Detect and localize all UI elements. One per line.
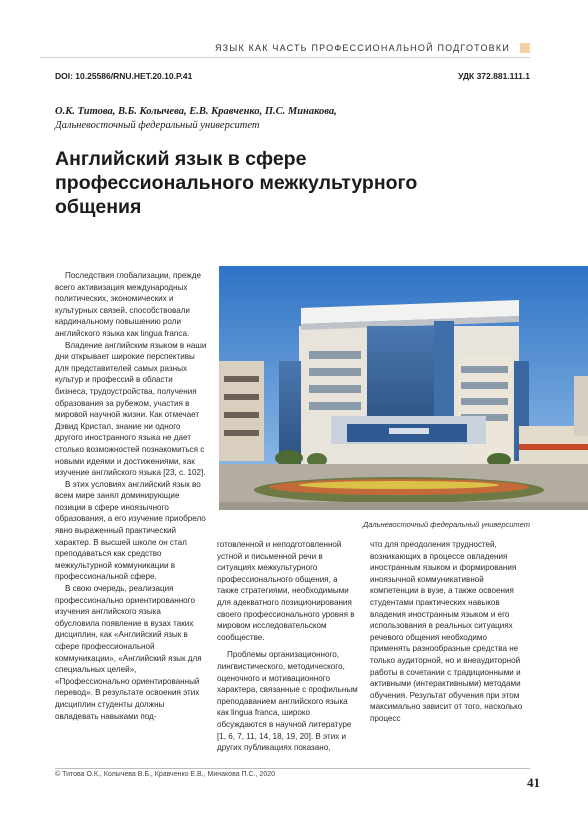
udk-code: УДК 372.881.111.1 — [458, 71, 530, 81]
article-title: Английский язык в сфере профессионального межкультурного общения — [55, 148, 418, 218]
text-column-2 — [217, 539, 361, 754]
text-column-3 — [370, 539, 525, 725]
paragraph: В этих условиях английский язык во всем мире занял доминирующие позиции в сфере иноязычного образования, а его изучение приобрело явно выраженный практический характер. В высшей школе он стал преподаваться как средство межкультурной коммуникации в профессиональной сфере. — [55, 479, 206, 582]
footer-divider — [55, 768, 530, 769]
page-number: 41 — [527, 775, 540, 790]
copyright: © Титова О.К., Колычева В.Б., Кравченко Е.В., Минакова П.С., 2020 — [55, 771, 275, 778]
paragraph: готовленной и неподготовленной устной и письменной речи в ситуациях межкультурного профессионального общения, а также стратегиями, необходимыми для адекватного позиционирования своего профессионального уровня в мировом исследовательском сообществе. — [217, 540, 355, 642]
affiliation: Дальневосточный федеральный университет — [55, 120, 260, 131]
photo-caption: Дальневосточный федеральный университет — [362, 520, 530, 529]
paragraph: Последствия глобализации, прежде всего активизация международных политических, экономических и культурных связей, способствовали кардинальному повышению роли английского языка как lingua franca. — [55, 271, 201, 338]
paragraph: Владение английским языком в наши дни открывает широкие перспективы для представителей самых разных культур и профессий в области бизнеса, трудоустройства, получения образования за рубежом, участия в мировой научной жизни. Как отмечает Дэвид Кристал, знание ни одного другого иностранного языка не дает столько возможностей познакомиться с новыми идеями и достижениями, как изучение английского языка [23, с. 102]. — [55, 340, 207, 478]
university-building-photo — [219, 266, 588, 510]
running-head — [40, 41, 530, 55]
doi: DOI: 10.25586/RNU.HET.20.10.P.41 — [55, 71, 193, 81]
running-head-text: ЯЗЫК КАК ЧАСТЬ ПРОФЕССИОНАЛЬНОЙ ПОДГОТОВКИ — [214, 43, 510, 53]
paragraph: Проблемы организационного, лингвистического, методического, оценочного и мотивационного характера, связанные с профильным преподаванием английского языка как lingua franca, широко обсуждаются в научной литературе [1, 6, 7, 11, 14, 18, 19, 20]. В этих и других публикациях показано, — [217, 650, 358, 753]
header-divider — [40, 57, 530, 58]
paragraph: что для преодоления трудностей, возникающих в процессе овладения иностранным языком и формирования иноязычной коммуникативной компетенции в вузе, а также освоения студентами практических навыков владения иностранным языком и его использования в реальных ситуациях речевого общения необходимо применять разнообразные средства не только аудиторной, но и внеаудиторной работы в сочетании с традиционными и активными (интерактивными) методами обучения. Результат обучения при этом максимально зависит от того, насколько процесс — [370, 540, 523, 723]
text-column-1 — [55, 270, 207, 722]
paragraph: В свою очередь, реализация профессионально ориентированного изучения английского языка обусловила появление в вузах таких дисциплин, как «Английский язык в сфере профессиональной коммуникации», «Английский язык для специальных целей», «Профессионально ориентированный перевод». В результате освоения этих дисциплин студенты должны овладевать навыками под- — [55, 584, 202, 721]
running-head-color-block — [520, 43, 530, 53]
authors: О.К. Титова, В.Б. Колычева, Е.В. Кравченко, П.С. Минакова, — [55, 106, 337, 117]
